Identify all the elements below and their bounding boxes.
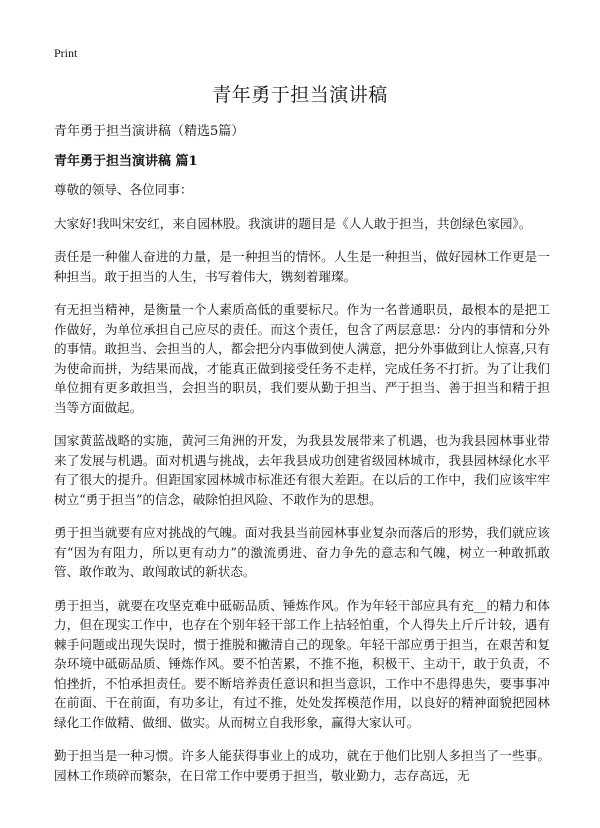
paragraph: 勇于担当，就要在攻坚克难中砥砺品质、锤炼作风。作为年轻干部应具有充__的精力和体力，但在现实工作中，也存在个别年轻干部工作上拈轻怕重，个人得失上斤斤计较，遇有棘手问题或出现失误时，惯于推脱和撇清自己的现象。年轻干部应勇于担当，在艰苦和复杂环境中砥砺品质、锤炼作风。要不怕苦累，不推不拖，积极干、主动干，敢于负责，不怕挫折，不怕承担责任。要不断培养责任意识和担当意识，工作中不患得患失，要事事冲在前面、干在前面，有功多让，有过不推，处处发挥模范作用，以良好的精神面貌把园林绿化工作做精、做细、做实。从而树立自我形象，赢得大家认可。 (54, 597, 550, 730)
document-title: 青年勇于担当演讲稿 (212, 84, 388, 106)
paragraph: 国家黄蓝战略的实施，黄河三角洲的开发，为我县发展带来了机遇，也为我县园林事业带来了发展与机遇。面对机遇与挑战，去年我县成功创建省级园林城市，我县园林绿化水平有了很大的提升。但距国家园林城市标准还有很大差距。在以后的工作中，我们应该牢牢树立“勇于担当”的信念，破除怕担风险、不敢作为的思想。 (54, 433, 550, 507)
paragraph: 大家好!我叫宋安红，来自园林股。我演讲的题目是《人人敢于担当，共创绿色家园》。 (54, 215, 532, 231)
paragraph: 责任是一种催人奋进的力量，是一种担当的情怀。人生是一种担当，做好园林工作更是一种担当。敢于担当的人生，书写着伟大，镌刻着璀璨。 (54, 249, 550, 284)
document-body (54, 180, 550, 799)
paragraph: 勤于担当是一种习惯。许多人能获得事业上的成功，就在于他们比别人多担当了一些事。园林工作琐碎而繁杂，在日常工作中要勇于担当，敬业勤力，志存高远，无 (54, 748, 550, 783)
section-heading: 青年勇于担当演讲稿 篇1 (54, 154, 198, 169)
paragraph: 勇于担当就要有应对挑战的气魄。面对我县当前园林事业复杂而落后的形势，我们就应该有“因为有阻力，所以更有动力”的激流勇进、奋力争先的意志和气魄，树立一种敢抓敢管、敢作敢为、敢闯敢试的新状态。 (54, 525, 550, 579)
print-link[interactable]: Print (54, 46, 78, 60)
paragraph: 有无担当精神，是衡量一个人素质高低的重要标尺。作为一名普通职员，最根本的是把工作做好，为单位承担自己应尽的责任。而这个责任，包含了两层意思：分内的事情和分外的事情。敢担当、会担当的人，都会把分内事做到使人满意，把分外事做到让人惊喜,只有为使命而拼，为结果而战，才能真正做到接受任务不走样，完成任务不打折。为了让我们单位拥有更多敢担当，会担当的职员，我们要从勤于担当、严于担当、善于担当和精于担当等方面做起。 (54, 302, 550, 415)
document-subtitle: 青年勇于担当演讲稿（精选5篇） (54, 124, 245, 139)
paragraph-greeting: 尊敬的领导、各位同事： (54, 182, 193, 197)
